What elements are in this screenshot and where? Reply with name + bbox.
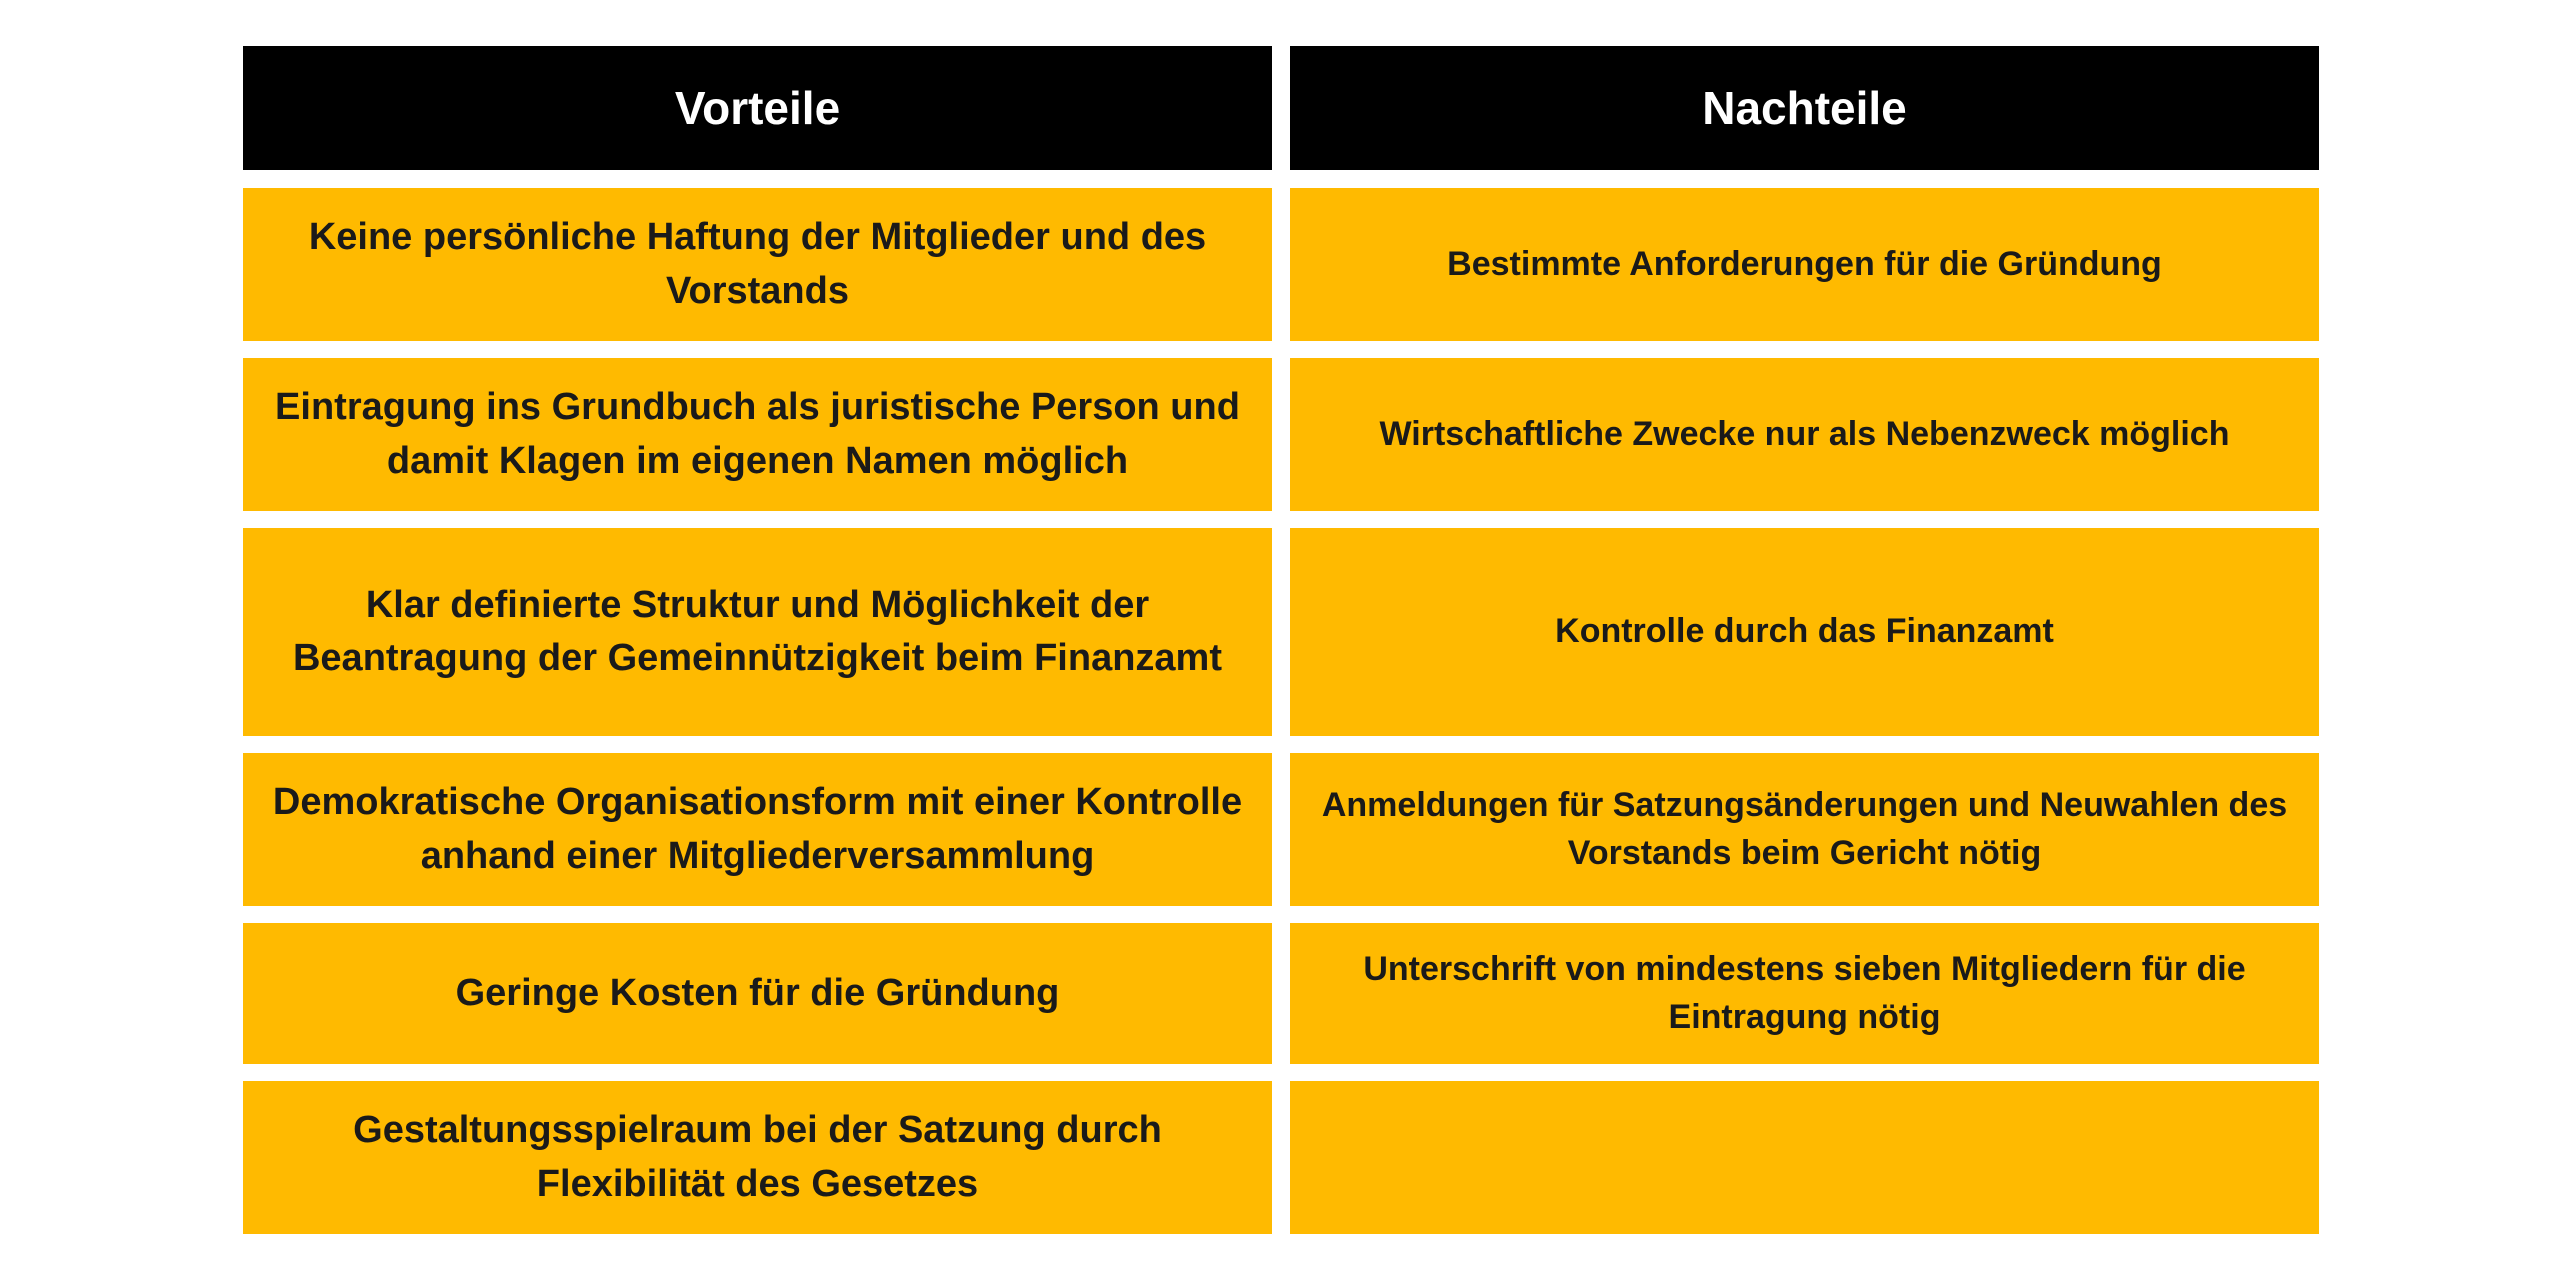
pro-cell: Klar definierte Struktur und Möglichkeit der Beantragung der Gemeinnützigkeit beim Finanzamt	[243, 528, 1272, 736]
pro-cell: Eintragung ins Grundbuch als juristische Person und damit Klagen im eigenen Namen möglich	[243, 358, 1272, 511]
pro-cell: Geringe Kosten für die Gründung	[243, 923, 1272, 1064]
pro-cell: Gestaltungsspielraum bei der Satzung durch Flexibilität des Gesetzes	[243, 1081, 1272, 1234]
con-cell: Bestimmte Anforderungen für die Gründung	[1290, 188, 2319, 341]
con-cell: Kontrolle durch das Finanzamt	[1290, 528, 2319, 736]
con-cell: Wirtschaftliche Zwecke nur als Nebenzweck möglich	[1290, 358, 2319, 511]
header-pros: Vorteile	[243, 46, 1272, 170]
pros-cons-table	[243, 46, 2319, 1251]
pro-cell: Keine persönliche Haftung der Mitglieder und des Vorstands	[243, 188, 1272, 341]
con-cell-empty	[1290, 1081, 2319, 1234]
con-cell: Anmeldungen für Satzungsänderungen und Neuwahlen des Vorstands beim Gericht nötig	[1290, 753, 2319, 906]
con-cell: Unterschrift von mindestens sieben Mitgliedern für die Eintragung nötig	[1290, 923, 2319, 1064]
pro-cell: Demokratische Organisationsform mit einer Kontrolle anhand einer Mitgliederversammlung	[243, 753, 1272, 906]
header-cons: Nachteile	[1290, 46, 2319, 170]
